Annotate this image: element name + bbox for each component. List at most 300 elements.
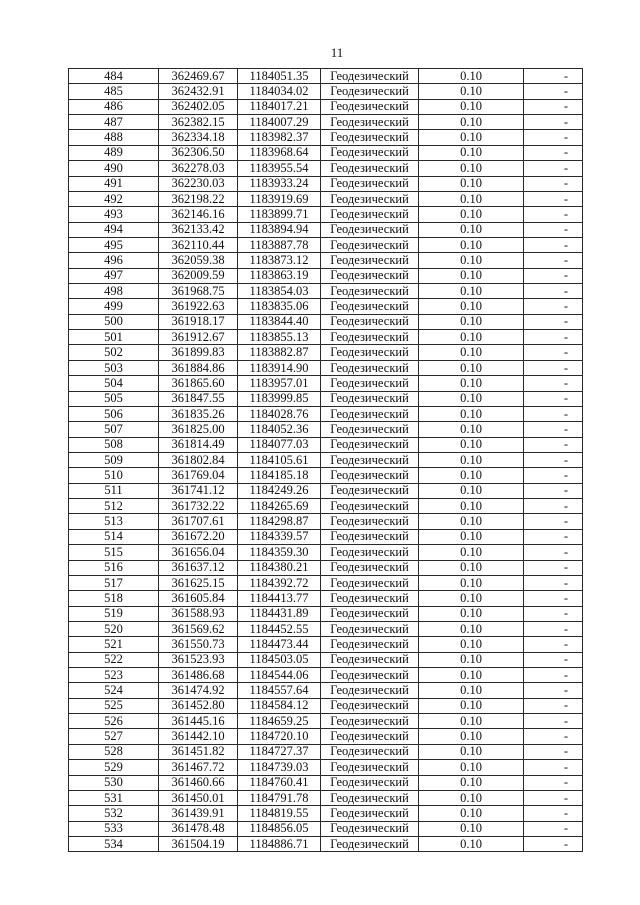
note-cell: - <box>524 790 583 805</box>
x-coordinate-cell: 362133.42 <box>159 222 238 237</box>
y-coordinate-cell: 1184298.87 <box>238 514 321 529</box>
note-cell: - <box>524 760 583 775</box>
table-row <box>69 314 583 329</box>
x-coordinate-cell: 361478.48 <box>159 821 238 836</box>
y-coordinate-cell: 1183855.13 <box>238 330 321 345</box>
table-row <box>69 514 583 529</box>
method-cell: Геодезический <box>321 836 419 851</box>
note-cell: - <box>524 714 583 729</box>
method-cell: Геодезический <box>321 299 419 314</box>
y-coordinate-cell: 1184380.21 <box>238 560 321 575</box>
note-cell: - <box>524 222 583 237</box>
table-row <box>69 237 583 252</box>
accuracy-cell: 0.10 <box>419 299 524 314</box>
x-coordinate-cell: 361474.92 <box>159 683 238 698</box>
accuracy-cell: 0.10 <box>419 760 524 775</box>
x-coordinate-cell: 362306.50 <box>159 145 238 160</box>
point-number-cell: 515 <box>69 545 159 560</box>
method-cell: Геодезический <box>321 391 419 406</box>
point-number-cell: 511 <box>69 483 159 498</box>
table-row <box>69 499 583 514</box>
method-cell: Геодезический <box>321 606 419 621</box>
x-coordinate-cell: 362110.44 <box>159 237 238 252</box>
table-row <box>69 376 583 391</box>
table-row <box>69 422 583 437</box>
x-coordinate-cell: 362469.67 <box>159 69 238 84</box>
x-coordinate-cell: 361439.91 <box>159 806 238 821</box>
x-coordinate-cell: 361847.55 <box>159 391 238 406</box>
x-coordinate-cell: 362198.22 <box>159 191 238 206</box>
method-cell: Геодезический <box>321 729 419 744</box>
note-cell: - <box>524 360 583 375</box>
point-number-cell: 503 <box>69 360 159 375</box>
y-coordinate-cell: 1184473.44 <box>238 637 321 652</box>
accuracy-cell: 0.10 <box>419 483 524 498</box>
accuracy-cell: 0.10 <box>419 376 524 391</box>
point-number-cell: 506 <box>69 406 159 421</box>
x-coordinate-cell: 362334.18 <box>159 130 238 145</box>
note-cell: - <box>524 191 583 206</box>
x-coordinate-cell: 361451.82 <box>159 744 238 759</box>
note-cell: - <box>524 514 583 529</box>
note-cell: - <box>524 330 583 345</box>
point-number-cell: 526 <box>69 714 159 729</box>
accuracy-cell: 0.10 <box>419 130 524 145</box>
method-cell: Геодезический <box>321 99 419 114</box>
point-number-cell: 527 <box>69 729 159 744</box>
point-number-cell: 486 <box>69 99 159 114</box>
table-row <box>69 161 583 176</box>
accuracy-cell: 0.10 <box>419 575 524 590</box>
method-cell: Геодезический <box>321 575 419 590</box>
accuracy-cell: 0.10 <box>419 253 524 268</box>
method-cell: Геодезический <box>321 422 419 437</box>
accuracy-cell: 0.10 <box>419 207 524 222</box>
note-cell: - <box>524 606 583 621</box>
note-cell: - <box>524 207 583 222</box>
method-cell: Геодезический <box>321 268 419 283</box>
x-coordinate-cell: 361656.04 <box>159 545 238 560</box>
method-cell: Геодезический <box>321 176 419 191</box>
point-number-cell: 524 <box>69 683 159 698</box>
note-cell: - <box>524 560 583 575</box>
table-row <box>69 115 583 130</box>
method-cell: Геодезический <box>321 806 419 821</box>
method-cell: Геодезический <box>321 222 419 237</box>
y-coordinate-cell: 1184017.21 <box>238 99 321 114</box>
point-number-cell: 487 <box>69 115 159 130</box>
table-row <box>69 668 583 683</box>
y-coordinate-cell: 1183894.94 <box>238 222 321 237</box>
y-coordinate-cell: 1183882.87 <box>238 345 321 360</box>
y-coordinate-cell: 1184584.12 <box>238 698 321 713</box>
table-row <box>69 744 583 759</box>
method-cell: Геодезический <box>321 652 419 667</box>
table-row <box>69 299 583 314</box>
table-row <box>69 714 583 729</box>
point-number-cell: 531 <box>69 790 159 805</box>
table-row <box>69 84 583 99</box>
table-row <box>69 729 583 744</box>
table-row <box>69 529 583 544</box>
note-cell: - <box>524 69 583 84</box>
point-number-cell: 494 <box>69 222 159 237</box>
note-cell: - <box>524 668 583 683</box>
x-coordinate-cell: 361605.84 <box>159 591 238 606</box>
accuracy-cell: 0.10 <box>419 821 524 836</box>
y-coordinate-cell: 1184077.03 <box>238 437 321 452</box>
point-number-cell: 498 <box>69 284 159 299</box>
accuracy-cell: 0.10 <box>419 360 524 375</box>
point-number-cell: 504 <box>69 376 159 391</box>
y-coordinate-cell: 1184431.89 <box>238 606 321 621</box>
x-coordinate-cell: 362146.16 <box>159 207 238 222</box>
x-coordinate-cell: 361452.80 <box>159 698 238 713</box>
x-coordinate-cell: 361550.73 <box>159 637 238 652</box>
y-coordinate-cell: 1184791.78 <box>238 790 321 805</box>
table-row <box>69 222 583 237</box>
method-cell: Геодезический <box>321 775 419 790</box>
y-coordinate-cell: 1183887.78 <box>238 237 321 252</box>
method-cell: Геодезический <box>321 821 419 836</box>
point-number-cell: 530 <box>69 775 159 790</box>
point-number-cell: 518 <box>69 591 159 606</box>
x-coordinate-cell: 361504.19 <box>159 836 238 851</box>
table-row <box>69 545 583 560</box>
x-coordinate-cell: 361825.00 <box>159 422 238 437</box>
y-coordinate-cell: 1183999.85 <box>238 391 321 406</box>
point-number-cell: 485 <box>69 84 159 99</box>
method-cell: Геодезический <box>321 314 419 329</box>
accuracy-cell: 0.10 <box>419 714 524 729</box>
accuracy-cell: 0.10 <box>419 345 524 360</box>
x-coordinate-cell: 361912.67 <box>159 330 238 345</box>
x-coordinate-cell: 361865.60 <box>159 376 238 391</box>
point-number-cell: 514 <box>69 529 159 544</box>
method-cell: Геодезический <box>321 191 419 206</box>
note-cell: - <box>524 683 583 698</box>
point-number-cell: 513 <box>69 514 159 529</box>
table-row <box>69 836 583 851</box>
y-coordinate-cell: 1183982.37 <box>238 130 321 145</box>
table-row <box>69 775 583 790</box>
y-coordinate-cell: 1183957.01 <box>238 376 321 391</box>
point-number-cell: 519 <box>69 606 159 621</box>
table-row <box>69 191 583 206</box>
method-cell: Геодезический <box>321 529 419 544</box>
x-coordinate-cell: 361637.12 <box>159 560 238 575</box>
y-coordinate-cell: 1183933.24 <box>238 176 321 191</box>
note-cell: - <box>524 84 583 99</box>
note-cell: - <box>524 161 583 176</box>
table-row <box>69 176 583 191</box>
point-number-cell: 528 <box>69 744 159 759</box>
note-cell: - <box>524 452 583 467</box>
y-coordinate-cell: 1184105.61 <box>238 452 321 467</box>
method-cell: Геодезический <box>321 683 419 698</box>
method-cell: Геодезический <box>321 790 419 805</box>
method-cell: Геодезический <box>321 760 419 775</box>
x-coordinate-cell: 362402.05 <box>159 99 238 114</box>
accuracy-cell: 0.10 <box>419 69 524 84</box>
accuracy-cell: 0.10 <box>419 606 524 621</box>
point-number-cell: 490 <box>69 161 159 176</box>
accuracy-cell: 0.10 <box>419 237 524 252</box>
note-cell: - <box>524 637 583 652</box>
accuracy-cell: 0.10 <box>419 744 524 759</box>
y-coordinate-cell: 1184727.37 <box>238 744 321 759</box>
point-number-cell: 521 <box>69 637 159 652</box>
y-coordinate-cell: 1183844.40 <box>238 314 321 329</box>
table-row <box>69 330 583 345</box>
accuracy-cell: 0.10 <box>419 284 524 299</box>
table-row <box>69 652 583 667</box>
table-row <box>69 606 583 621</box>
method-cell: Геодезический <box>321 330 419 345</box>
table-row <box>69 483 583 498</box>
point-number-cell: 505 <box>69 391 159 406</box>
x-coordinate-cell: 361835.26 <box>159 406 238 421</box>
y-coordinate-cell: 1184760.41 <box>238 775 321 790</box>
y-coordinate-cell: 1184249.26 <box>238 483 321 498</box>
y-coordinate-cell: 1184265.69 <box>238 499 321 514</box>
accuracy-cell: 0.10 <box>419 406 524 421</box>
accuracy-cell: 0.10 <box>419 268 524 283</box>
accuracy-cell: 0.10 <box>419 191 524 206</box>
accuracy-cell: 0.10 <box>419 437 524 452</box>
y-coordinate-cell: 1183968.64 <box>238 145 321 160</box>
y-coordinate-cell: 1184185.18 <box>238 468 321 483</box>
point-number-cell: 491 <box>69 176 159 191</box>
method-cell: Геодезический <box>321 744 419 759</box>
accuracy-cell: 0.10 <box>419 560 524 575</box>
accuracy-cell: 0.10 <box>419 314 524 329</box>
y-coordinate-cell: 1184557.64 <box>238 683 321 698</box>
accuracy-cell: 0.10 <box>419 775 524 790</box>
point-number-cell: 495 <box>69 237 159 252</box>
accuracy-cell: 0.10 <box>419 391 524 406</box>
point-number-cell: 501 <box>69 330 159 345</box>
method-cell: Геодезический <box>321 714 419 729</box>
point-number-cell: 533 <box>69 821 159 836</box>
method-cell: Геодезический <box>321 499 419 514</box>
note-cell: - <box>524 499 583 514</box>
accuracy-cell: 0.10 <box>419 790 524 805</box>
point-number-cell: 500 <box>69 314 159 329</box>
method-cell: Геодезический <box>321 345 419 360</box>
method-cell: Геодезический <box>321 376 419 391</box>
point-number-cell: 512 <box>69 499 159 514</box>
table-row <box>69 575 583 590</box>
table-row <box>69 637 583 652</box>
method-cell: Геодезический <box>321 237 419 252</box>
x-coordinate-cell: 361445.16 <box>159 714 238 729</box>
method-cell: Геодезический <box>321 591 419 606</box>
x-coordinate-cell: 361442.10 <box>159 729 238 744</box>
method-cell: Геодезический <box>321 130 419 145</box>
y-coordinate-cell: 1184052.36 <box>238 422 321 437</box>
accuracy-cell: 0.10 <box>419 668 524 683</box>
y-coordinate-cell: 1184886.71 <box>238 836 321 851</box>
point-number-cell: 534 <box>69 836 159 851</box>
method-cell: Геодезический <box>321 406 419 421</box>
method-cell: Геодезический <box>321 161 419 176</box>
note-cell: - <box>524 176 583 191</box>
y-coordinate-cell: 1184359.30 <box>238 545 321 560</box>
note-cell: - <box>524 437 583 452</box>
accuracy-cell: 0.10 <box>419 222 524 237</box>
accuracy-cell: 0.10 <box>419 806 524 821</box>
note-cell: - <box>524 391 583 406</box>
x-coordinate-cell: 361672.20 <box>159 529 238 544</box>
accuracy-cell: 0.10 <box>419 836 524 851</box>
accuracy-cell: 0.10 <box>419 652 524 667</box>
accuracy-cell: 0.10 <box>419 729 524 744</box>
method-cell: Геодезический <box>321 69 419 84</box>
x-coordinate-cell: 361460.66 <box>159 775 238 790</box>
point-number-cell: 516 <box>69 560 159 575</box>
note-cell: - <box>524 314 583 329</box>
method-cell: Геодезический <box>321 145 419 160</box>
y-coordinate-cell: 1183873.12 <box>238 253 321 268</box>
table-row <box>69 760 583 775</box>
note-cell: - <box>524 468 583 483</box>
method-cell: Геодезический <box>321 360 419 375</box>
table-row <box>69 698 583 713</box>
y-coordinate-cell: 1184819.55 <box>238 806 321 821</box>
coordinates-table-body <box>69 69 583 852</box>
x-coordinate-cell: 361769.04 <box>159 468 238 483</box>
table-row <box>69 560 583 575</box>
note-cell: - <box>524 483 583 498</box>
method-cell: Геодезический <box>321 637 419 652</box>
x-coordinate-cell: 362009.59 <box>159 268 238 283</box>
accuracy-cell: 0.10 <box>419 698 524 713</box>
table-row <box>69 130 583 145</box>
x-coordinate-cell: 361523.93 <box>159 652 238 667</box>
note-cell: - <box>524 345 583 360</box>
note-cell: - <box>524 406 583 421</box>
point-number-cell: 489 <box>69 145 159 160</box>
point-number-cell: 507 <box>69 422 159 437</box>
point-number-cell: 525 <box>69 698 159 713</box>
point-number-cell: 499 <box>69 299 159 314</box>
method-cell: Геодезический <box>321 545 419 560</box>
y-coordinate-cell: 1184051.35 <box>238 69 321 84</box>
point-number-cell: 496 <box>69 253 159 268</box>
method-cell: Геодезический <box>321 253 419 268</box>
note-cell: - <box>524 821 583 836</box>
note-cell: - <box>524 545 583 560</box>
point-number-cell: 510 <box>69 468 159 483</box>
point-number-cell: 522 <box>69 652 159 667</box>
table-row <box>69 437 583 452</box>
note-cell: - <box>524 729 583 744</box>
table-row <box>69 806 583 821</box>
point-number-cell: 529 <box>69 760 159 775</box>
method-cell: Геодезический <box>321 468 419 483</box>
point-number-cell: 493 <box>69 207 159 222</box>
point-number-cell: 520 <box>69 621 159 636</box>
accuracy-cell: 0.10 <box>419 499 524 514</box>
accuracy-cell: 0.10 <box>419 161 524 176</box>
table-row <box>69 360 583 375</box>
accuracy-cell: 0.10 <box>419 84 524 99</box>
method-cell: Геодезический <box>321 560 419 575</box>
accuracy-cell: 0.10 <box>419 145 524 160</box>
accuracy-cell: 0.10 <box>419 99 524 114</box>
x-coordinate-cell: 361922.63 <box>159 299 238 314</box>
note-cell: - <box>524 698 583 713</box>
y-coordinate-cell: 1183835.06 <box>238 299 321 314</box>
y-coordinate-cell: 1183919.69 <box>238 191 321 206</box>
y-coordinate-cell: 1184856.05 <box>238 821 321 836</box>
y-coordinate-cell: 1184503.05 <box>238 652 321 667</box>
accuracy-cell: 0.10 <box>419 330 524 345</box>
note-cell: - <box>524 299 583 314</box>
note-cell: - <box>524 621 583 636</box>
table-row <box>69 69 583 84</box>
point-number-cell: 532 <box>69 806 159 821</box>
note-cell: - <box>524 130 583 145</box>
accuracy-cell: 0.10 <box>419 637 524 652</box>
x-coordinate-cell: 361802.84 <box>159 452 238 467</box>
x-coordinate-cell: 361588.93 <box>159 606 238 621</box>
table-row <box>69 591 583 606</box>
y-coordinate-cell: 1183863.19 <box>238 268 321 283</box>
note-cell: - <box>524 253 583 268</box>
accuracy-cell: 0.10 <box>419 621 524 636</box>
method-cell: Геодезический <box>321 668 419 683</box>
note-cell: - <box>524 422 583 437</box>
method-cell: Геодезический <box>321 284 419 299</box>
note-cell: - <box>524 237 583 252</box>
note-cell: - <box>524 652 583 667</box>
table-row <box>69 452 583 467</box>
note-cell: - <box>524 806 583 821</box>
x-coordinate-cell: 361569.62 <box>159 621 238 636</box>
note-cell: - <box>524 575 583 590</box>
point-number-cell: 523 <box>69 668 159 683</box>
x-coordinate-cell: 361450.01 <box>159 790 238 805</box>
note-cell: - <box>524 145 583 160</box>
accuracy-cell: 0.10 <box>419 468 524 483</box>
method-cell: Геодезический <box>321 698 419 713</box>
method-cell: Геодезический <box>321 437 419 452</box>
x-coordinate-cell: 361625.15 <box>159 575 238 590</box>
x-coordinate-cell: 361741.12 <box>159 483 238 498</box>
x-coordinate-cell: 361899.83 <box>159 345 238 360</box>
accuracy-cell: 0.10 <box>419 176 524 191</box>
method-cell: Геодезический <box>321 483 419 498</box>
table-row <box>69 621 583 636</box>
x-coordinate-cell: 362059.38 <box>159 253 238 268</box>
y-coordinate-cell: 1184452.55 <box>238 621 321 636</box>
x-coordinate-cell: 362432.91 <box>159 84 238 99</box>
y-coordinate-cell: 1184034.02 <box>238 84 321 99</box>
y-coordinate-cell: 1183914.90 <box>238 360 321 375</box>
note-cell: - <box>524 284 583 299</box>
note-cell: - <box>524 376 583 391</box>
method-cell: Геодезический <box>321 621 419 636</box>
x-coordinate-cell: 361467.72 <box>159 760 238 775</box>
accuracy-cell: 0.10 <box>419 452 524 467</box>
x-coordinate-cell: 361918.17 <box>159 314 238 329</box>
x-coordinate-cell: 362278.03 <box>159 161 238 176</box>
x-coordinate-cell: 362382.15 <box>159 115 238 130</box>
y-coordinate-cell: 1184392.72 <box>238 575 321 590</box>
table-row <box>69 253 583 268</box>
